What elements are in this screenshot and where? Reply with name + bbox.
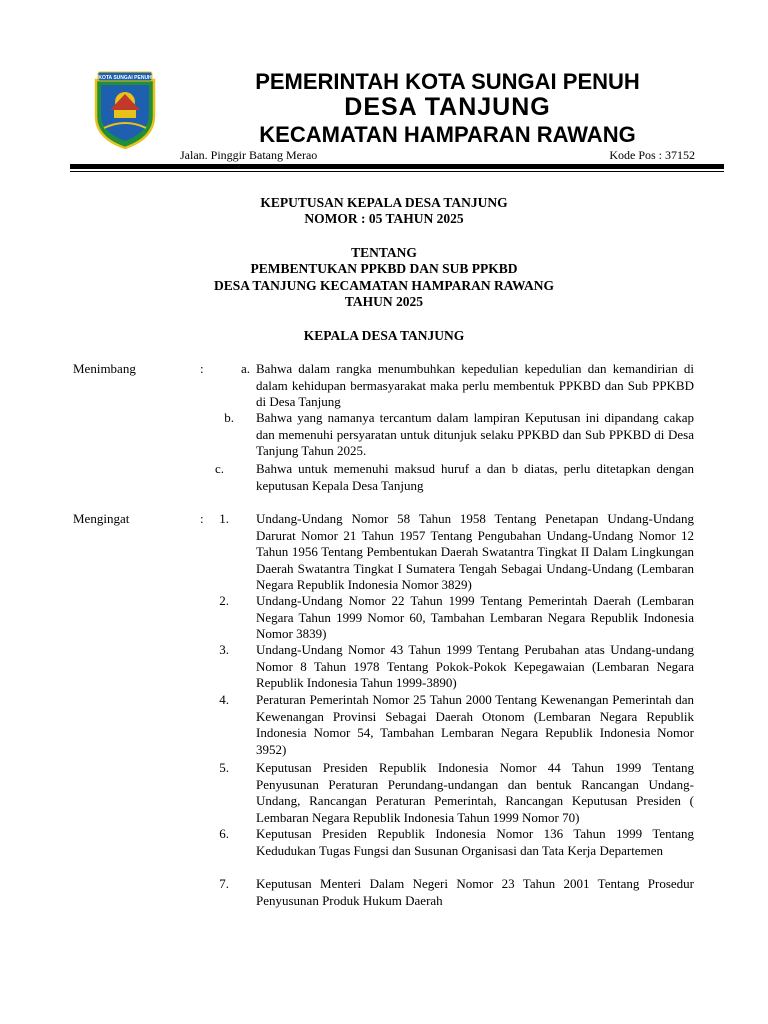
decree-title: KEPUTUSAN KEPALA DESA TANJUNG xyxy=(260,195,508,210)
menimbang-marker-c: c. xyxy=(214,461,224,476)
mengingat-marker-4: 4. xyxy=(219,692,229,707)
menimbang-item-b: Bahwa yang namanya tercantum dalam lampiran Keputusan ini dipandang cakap dan memenuhi persyaratan untuk ditunjuk selaku PPKBD dan Sub PPKBD di Desa Tanjung Tahun 2025. xyxy=(256,410,694,458)
menimbang-item-a: Bahwa dalam rangka menumbuhkan kepedulian kepedulian dan kemandirian di dalam kehidupan bermasyarakat maka perlu membentuk PPKBD dan Sub PPKBD di Desa Tanjung xyxy=(256,361,694,409)
mengingat-marker-3: 3. xyxy=(219,642,229,657)
letterhead-postal-code: Kode Pos : 37152 xyxy=(609,148,695,162)
letterhead-district: KECAMATAN HAMPARAN RAWANG xyxy=(259,122,636,147)
mengingat-item-4: Peraturan Pemerintah Nomor 25 Tahun 2000 Tentang Kewenangan Pemerintah dan Kewenangan Provinsi Sebagai Daerah Otonom (Lembaran Negara Republik Indonesia Nomor 54, Tambahan Lembaran Negara Republik Indonesia Nomor 3952) xyxy=(256,692,694,757)
mengingat-label: Mengingat xyxy=(73,511,130,526)
mengingat-item-7: Keputusan Menteri Dalam Negeri Nomor 23 Tahun 2001 Tentang Prosedur Penyusunan Produk Hukum Daerah xyxy=(256,876,694,908)
menimbang-item-c: Bahwa untuk memenuhi maksud huruf a dan b diatas, perlu ditetapkan dengan keputusan Kepala Desa Tanjung xyxy=(256,461,694,493)
mengingat-item-3: Undang-Undang Nomor 43 Tahun 1999 Tentang Perubahan atas Undang-undang Nomor 8 Tahun 1978 Tentang Pokok-Pokok Kepegawaian (Lembaran Negara Republik Indonesia Tahun 1999-3890) xyxy=(256,642,694,690)
mengingat-marker-1: 1. xyxy=(219,511,229,526)
menimbang-marker-a: a. xyxy=(240,361,250,376)
letterhead-village: DESA TANJUNG xyxy=(344,93,551,121)
decree-subject-line2: DESA TANJUNG KECAMATAN HAMPARAN RAWANG xyxy=(213,278,554,293)
decree-about: TENTANG xyxy=(351,245,417,260)
mengingat-marker-5: 5. xyxy=(219,760,229,775)
menimbang-colon: : xyxy=(200,361,204,376)
letterhead-government: PEMERINTAH KOTA SUNGAI PENUH xyxy=(255,69,640,94)
mengingat-item-2: Undang-Undang Nomor 22 Tahun 1999 Tentang Pemerintah Daerah (Lembaran Negara Tahun 1999 Nomor 60, Tambahan Lembaran Negara Republik Indonesia Nomor 3839) xyxy=(256,593,694,641)
decree-subject-line3: TAHUN 2025 xyxy=(344,294,424,309)
mengingat-marker-6: 6. xyxy=(219,826,229,841)
mengingat-colon: : xyxy=(200,511,204,526)
mengingat-marker-2: 2. xyxy=(219,593,229,608)
decree-authority: KEPALA DESA TANJUNG xyxy=(303,328,465,343)
menimbang-label: Menimbang xyxy=(73,361,136,376)
letterhead-rule-thin xyxy=(70,171,724,172)
city-emblem-logo xyxy=(90,70,160,150)
mengingat-marker-7: 7. xyxy=(219,876,229,891)
mengingat-item-5: Keputusan Presiden Republik Indonesia Nomor 44 Tahun 1999 Tentang Penyusunan Peraturan Perundang-undangan dan bentuk Rancangan Undang-Undang, Rancangan Peraturan Pemerintah, Rancangan Keputusan Presiden ( Lembaran Negara Republik Indonesia Tahun 1999 Nomor 70) xyxy=(256,760,694,825)
letterhead-rule-thick xyxy=(70,164,724,169)
decree-subject-line1: PEMBENTUKAN PPKBD DAN SUB PPKBD xyxy=(250,261,518,276)
letterhead-address: Jalan. Pinggir Batang Merao xyxy=(180,148,318,162)
mengingat-item-1: Undang-Undang Nomor 58 Tahun 1958 Tentang Penetapan Undang-Undang Darurat Nomor 21 Tahun 1957 Tentang Pengubahan Undang-Undang Nomor 12 Tahun 1956 Tentang Pembentukan Daerah Swatantra Tingkat II Dalam Lingkungan Daerah Swatantra Tingkat I Sumatera Tengah Sebagai Undang-Undang (Lembaran Negara Republik Indonesia Nomor 3829) xyxy=(256,511,694,592)
logo-banner-text: KOTA SUNGAI PENUH xyxy=(98,75,152,81)
decree-number: NOMOR : 05 TAHUN 2025 xyxy=(304,211,464,226)
menimbang-marker-b: b. xyxy=(224,410,234,425)
mengingat-item-6: Keputusan Presiden Republik Indonesia Nomor 136 Tahun 1999 Tentang Kedudukan Tugas Fungsi dan Susunan Organisasi dan Tata Kerja Departemen xyxy=(256,826,694,858)
